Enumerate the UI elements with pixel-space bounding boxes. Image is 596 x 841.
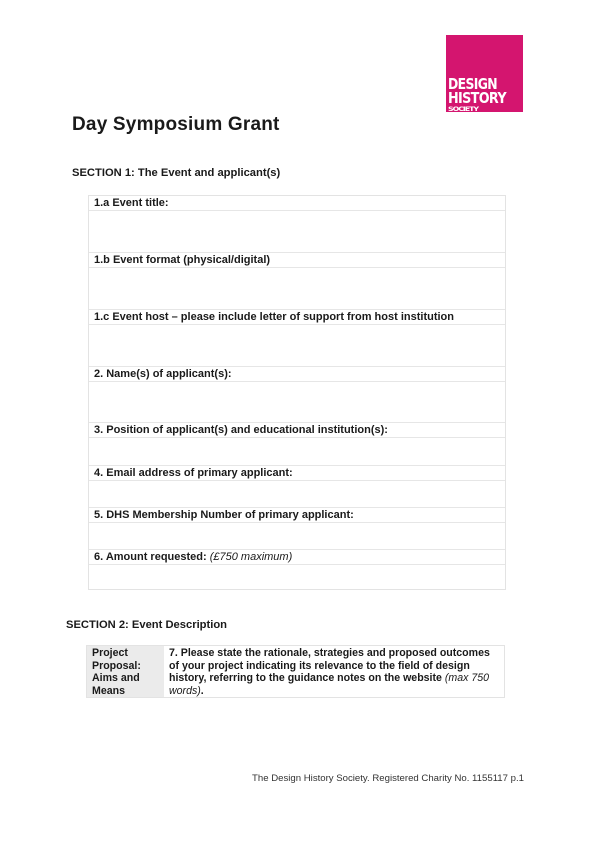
amount-requested-field[interactable] xyxy=(89,565,505,589)
applicant-position-label: 3. Position of applicant(s) and educational institution(s): xyxy=(89,423,505,438)
event-title-field[interactable] xyxy=(89,211,505,253)
dhs-logo-mark xyxy=(446,35,523,112)
membership-number-label: 5. DHS Membership Number of primary applicant: xyxy=(89,508,505,523)
section2-form xyxy=(86,645,505,698)
applicant-names-field[interactable] xyxy=(89,382,505,423)
logo-line-design: DESIGN xyxy=(448,75,497,93)
event-title-label: 1.a Event title: xyxy=(89,196,505,211)
section1-heading: SECTION 1: The Event and applicant(s) xyxy=(72,167,281,179)
page-footer: The Design History Society. Registered Charity No. 1155117 p.1 xyxy=(252,773,524,784)
prompt-word-limit: (max 750 words) xyxy=(169,672,490,697)
prompt-text: 7. Please state the rationale, strategies and proposed outcomes of your project indicating its relevance to the field of design history, referring to the guidance notes on the website xyxy=(169,647,490,685)
section1-form xyxy=(88,195,506,590)
email-field[interactable] xyxy=(89,481,505,508)
project-proposal-prompt[interactable] xyxy=(164,646,504,697)
section2-heading: SECTION 2: Event Description xyxy=(66,619,228,631)
dhs-logo xyxy=(446,35,523,112)
logo-line-society: SOCIETY xyxy=(448,106,480,112)
event-format-label: 1.b Event format (physical/digital) xyxy=(89,253,505,268)
applicant-names-label: 2. Name(s) of applicant(s): xyxy=(89,367,505,382)
event-format-field[interactable] xyxy=(89,268,505,310)
logo-line-history: HISTORY xyxy=(448,89,508,107)
project-proposal-label: Project Proposal: Aims and Means xyxy=(87,646,164,697)
applicant-position-field[interactable] xyxy=(89,438,505,466)
event-host-label: 1.c Event host – please include letter of support from host institution xyxy=(89,310,505,325)
amount-requested-text: 6. Amount requested: xyxy=(94,551,210,563)
prompt-end: . xyxy=(200,684,204,697)
event-host-field[interactable] xyxy=(89,325,505,367)
membership-number-field[interactable] xyxy=(89,523,505,550)
amount-requested-label xyxy=(89,550,505,565)
amount-max-note: (£750 maximum) xyxy=(209,551,293,563)
page-title: Day Symposium Grant xyxy=(72,114,280,135)
email-label: 4. Email address of primary applicant: xyxy=(89,466,505,481)
